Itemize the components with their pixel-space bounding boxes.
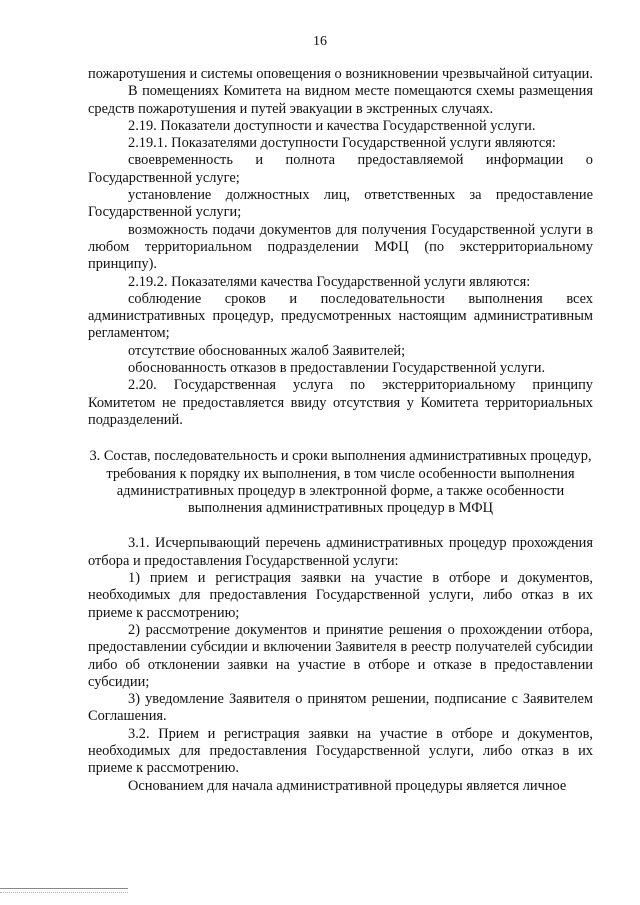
- document-body: [88, 66, 593, 795]
- paragraph: Основанием для начала административной процедуры является личное: [128, 777, 567, 794]
- paragraph: 3.2. Прием и регистрация заявки на участие в отборе и документов, необходимых для предоставления Государственной услуги, либо отказ в их приеме к рассмотрению.: [88, 725, 593, 777]
- paragraph: установление должностных лиц, ответственных за предоставление Государственной услуги;: [88, 187, 593, 221]
- paragraph: 2.19.2. Показателями качества Государственной услуги являются:: [128, 273, 531, 290]
- paragraph: 1) прием и регистрация заявки на участие в отборе и документов, необходимых для предоставления Государственной услуги, либо отказ в их приеме к рассмотрению;: [88, 570, 593, 621]
- page-number: 16: [313, 34, 327, 49]
- paragraph: 3) уведомление Заявителя о принятом решении, подписание с Заявителем Соглашения.: [88, 691, 593, 725]
- section-3-heading: 3. Состав, последовательность и сроки выполнения административных процедур, требования к порядку их выполнения, в том числе особенности выполнения административных процедур в электронной форме, а также особенности выполнения административных процедур в МФЦ: [89, 448, 592, 517]
- paragraph: 2.19.1. Показателями доступности Государственной услуги являются:: [128, 135, 556, 152]
- paragraph: 2) рассмотрение документов и принятие решения о прохождении отбора, предоставлении субсидии и включении Заявителя в реестр получателей субсидии либо об отклонении заявки на участие в отборе и отказе в предоставлении субсидии;: [88, 621, 593, 690]
- paragraph: 3.1. Исчерпывающий перечень административных процедур прохождения отбора и предоставления Государственной услуги:: [88, 535, 593, 569]
- paragraph: возможность подачи документов для получения Государственной услуги в любом территориальном подразделении МФЦ (по экстерриториальному принципу).: [88, 221, 593, 273]
- paragraph: соблюдение сроков и последовательности выполнения всех административных процедур, предусмотренных настоящим административным регламентом;: [88, 290, 593, 342]
- paragraph: отсутствие обоснованных жалоб Заявителей;: [128, 342, 406, 359]
- section-2-text: [88, 66, 593, 429]
- paragraph: пожаротушения и системы оповещения о возникновении чрезвычайной ситуации.: [88, 66, 593, 82]
- paragraph: своевременность и полнота предоставляемой информации о Государственной услуге;: [88, 152, 593, 186]
- paragraph: обоснованность отказов в предоставлении Государственной услуги.: [128, 360, 546, 377]
- paragraph: 2.19. Показатели доступности и качества Государственной услуги.: [128, 117, 536, 134]
- footer-rule: [0, 888, 128, 889]
- footer-rule-dotted: [0, 892, 128, 893]
- section-3-text: [88, 535, 593, 794]
- paragraph: В помещениях Комитета на видном месте помещаются схемы размещения средств пожаротушения и путей эвакуации в экстренных случаях.: [88, 83, 593, 117]
- paragraph: 2.20. Государственная услуга по экстерриториальному принципу Комитетом не предоставляется ввиду отсутствия у Комитета территориальных подразделений.: [88, 377, 593, 428]
